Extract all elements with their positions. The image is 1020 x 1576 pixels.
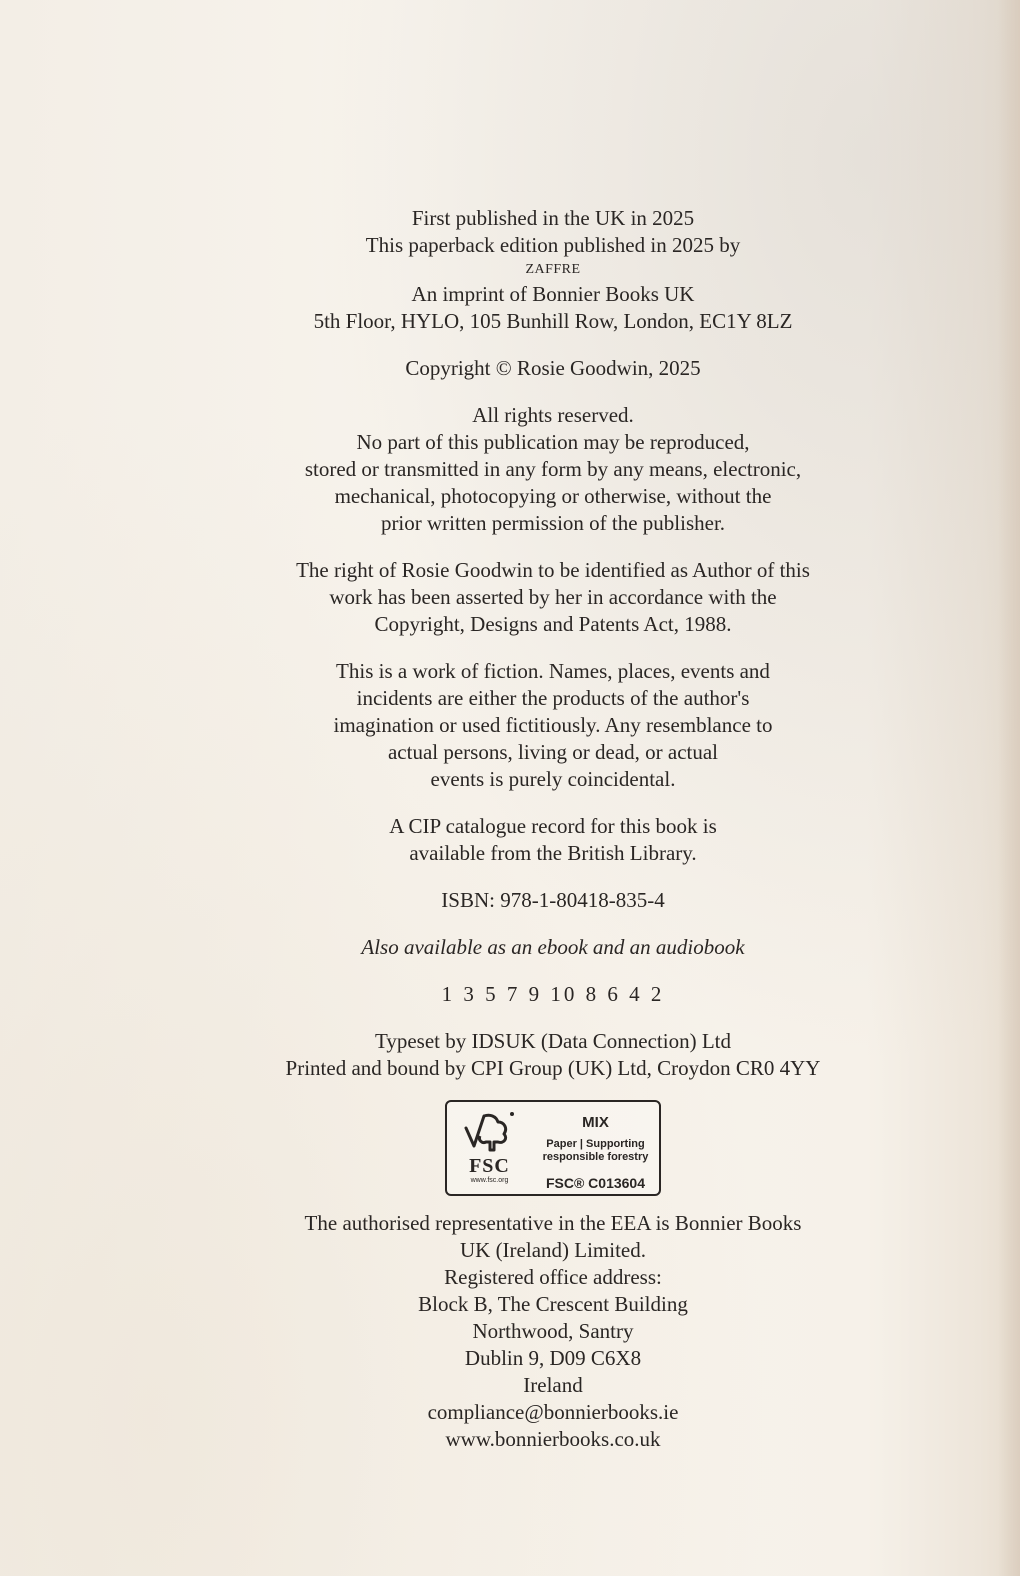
copyright-text bbox=[0, 205, 1020, 1453]
fsc-right bbox=[533, 1102, 659, 1194]
fsc-logo-wrap bbox=[0, 1100, 1020, 1196]
rights-line: All rights reserved. bbox=[472, 403, 634, 427]
disclaimer-line: events is purely coincidental. bbox=[430, 767, 676, 791]
fsc-left bbox=[447, 1102, 533, 1194]
printed-line: Printed and bound by CPI Group (UK) Ltd, Croydon CR0 4YY bbox=[285, 1056, 821, 1080]
disclaimer-line: actual persons, living or dead, or actual bbox=[387, 740, 719, 764]
moral-rights-block bbox=[0, 557, 1020, 638]
fsc-url: www.fsc.org bbox=[470, 1177, 509, 1184]
fsc-desc-line: responsible forestry bbox=[542, 1151, 649, 1163]
publisher-address: 5th Floor, HYLO, 105 Bunhill Row, London, EC1Y 8LZ bbox=[313, 309, 793, 333]
isbn: ISBN: 978-1-80418-835-4 bbox=[441, 888, 665, 912]
publisher-name: ZAFFRE bbox=[525, 262, 581, 277]
first-published-line: First published in the UK in 2025 bbox=[411, 206, 695, 230]
eea-line: The authorised representative in the EEA is Bonnier Books bbox=[304, 1211, 802, 1235]
eea-line: Dublin 9, D09 C6X8 bbox=[464, 1346, 642, 1370]
cip-block bbox=[0, 813, 1020, 867]
rights-line: stored or transmitted in any form by any means, electronic, bbox=[304, 457, 802, 481]
formats-line: Also available as an ebook and an audiobook bbox=[361, 935, 745, 959]
fiction-disclaimer-block bbox=[0, 658, 1020, 793]
copyright-line: Copyright © Rosie Goodwin, 2025 bbox=[405, 356, 701, 380]
fsc-logo bbox=[445, 1100, 661, 1196]
print-line: 1 3 5 7 9 10 8 6 4 2 bbox=[441, 982, 665, 1006]
imprint-line: An imprint of Bonnier Books UK bbox=[411, 282, 695, 306]
fsc-desc-line: Paper | Supporting bbox=[546, 1138, 645, 1150]
disclaimer-line: This is a work of fiction. Names, places, events and bbox=[336, 659, 770, 683]
eea-line: Ireland bbox=[523, 1373, 583, 1397]
fsc-code: FSC® C013604 bbox=[545, 1175, 646, 1191]
eea-block bbox=[0, 1210, 1020, 1453]
eea-email: compliance@bonnierbooks.ie bbox=[427, 1400, 679, 1424]
moral-rights-line: The right of Rosie Goodwin to be identified as Author of this bbox=[296, 558, 810, 582]
rights-block bbox=[0, 402, 1020, 537]
fsc-tree-check-icon bbox=[460, 1110, 520, 1154]
eea-line: UK (Ireland) Limited. bbox=[459, 1238, 647, 1262]
eea-line: Block B, The Crescent Building bbox=[418, 1292, 688, 1316]
eea-website: www.bonnierbooks.co.uk bbox=[445, 1427, 661, 1451]
typeset-line: Typeset by IDSUK (Data Connection) Ltd bbox=[374, 1029, 732, 1053]
cip-line: A CIP catalogue record for this book is bbox=[389, 814, 717, 838]
moral-rights-line: work has been asserted by her in accordance with the bbox=[329, 585, 777, 609]
rights-line: mechanical, photocopying or otherwise, without the bbox=[334, 484, 772, 508]
paperback-edition-line: This paperback edition published in 2025 by bbox=[365, 233, 741, 257]
disclaimer-line: incidents are either the products of the author's bbox=[356, 686, 750, 710]
eea-line: Registered office address: bbox=[444, 1265, 662, 1289]
eea-line: Northwood, Santry bbox=[472, 1319, 634, 1343]
moral-rights-line: Copyright, Designs and Patents Act, 1988. bbox=[374, 612, 732, 636]
fsc-logo-text: FSC bbox=[469, 1155, 510, 1177]
rights-line: No part of this publication may be reproduced, bbox=[356, 430, 750, 454]
disclaimer-line: imagination or used fictitiously. Any resemblance to bbox=[333, 713, 773, 737]
rights-line: prior written permission of the publisher. bbox=[380, 511, 726, 535]
fsc-mix: MIX bbox=[582, 1114, 609, 1131]
production-block bbox=[0, 1028, 1020, 1082]
cip-line: available from the British Library. bbox=[409, 841, 697, 865]
publication-block bbox=[0, 205, 1020, 335]
